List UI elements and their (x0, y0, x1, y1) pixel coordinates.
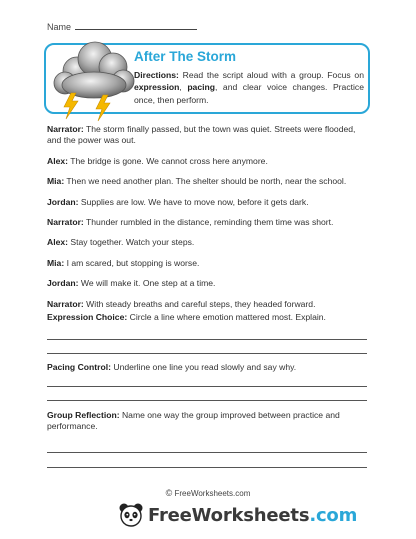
answer-line[interactable] (47, 400, 367, 401)
script-line: Alex: Stay together. Watch your steps. (47, 237, 195, 248)
name-blank-line[interactable] (75, 28, 197, 30)
answer-line[interactable] (47, 353, 367, 354)
question-label: Pacing Control: (47, 362, 111, 372)
script-line: Jordan: Supplies are low. We have to move now, before it gets dark. (47, 196, 309, 207)
question-expression-choice: Expression Choice: Circle a line where emotion mattered most. Explain. (47, 312, 326, 322)
directions-label: Directions: (134, 70, 179, 80)
question-label: Group Reflection: (47, 410, 120, 420)
storm-cloud-icon (49, 35, 139, 123)
script-line: Mia: Then we need another plan. The shelter should be north, near the school. (47, 176, 347, 187)
directions-bold-pacing: pacing (187, 82, 216, 93)
script-section (47, 124, 369, 319)
brand-wordmark: FreeWorksheets.com (148, 504, 358, 526)
speaker-label: Narrator: (47, 217, 84, 228)
answer-line[interactable] (47, 339, 367, 340)
speaker-label: Alex: (47, 155, 69, 166)
speaker-label: Mia: (47, 257, 65, 268)
speaker-label: Narrator: (47, 298, 84, 309)
speaker-label: Jordan: (47, 278, 79, 289)
answer-line[interactable] (47, 386, 367, 387)
script-line: Narrator: The storm finally passed, but the town was quiet. Streets were flooded, and the power was out. (47, 124, 356, 146)
answer-line[interactable] (47, 467, 367, 468)
speaker-label: Narrator: (47, 124, 84, 134)
name-label: Name (47, 22, 72, 32)
speaker-label: Mia: (47, 176, 65, 187)
panda-icon (118, 502, 144, 528)
script-line: Narrator: Thunder rumbled in the distance, reminding them time was short. (47, 217, 334, 228)
footer-url: © FreeWorksheets.com (165, 488, 251, 498)
question-group-reflection: Group Reflection: Name one way the group improved between practice and performance. (47, 410, 340, 432)
speaker-label: Jordan: (47, 196, 79, 207)
speaker-label: Alex: (47, 237, 69, 248)
script-line: Jordan: We will make it. One step at a time. (47, 278, 216, 289)
answer-line[interactable] (47, 452, 367, 453)
directions-bold-expression: expression (134, 82, 180, 93)
name-field (47, 22, 197, 32)
script-line: Mia: I am scared, but stopping is worse. (47, 257, 200, 268)
worksheet-title: After The Storm (134, 49, 237, 64)
directions-text: Directions: Read the script aloud with a group. Focus on expression, pacing, and clear voice changes. Practice once, then perform. (134, 70, 364, 105)
question-pacing-control: Pacing Control: Underline one line you read slowly and say why. (47, 362, 297, 372)
script-line: Alex: The bridge is gone. We cannot cross here anymore. (47, 155, 268, 166)
question-label: Expression Choice: (47, 312, 128, 322)
script-line: Narrator: With steady breaths and careful steps, they headed forward. (47, 298, 316, 309)
brand-logo (118, 502, 357, 528)
